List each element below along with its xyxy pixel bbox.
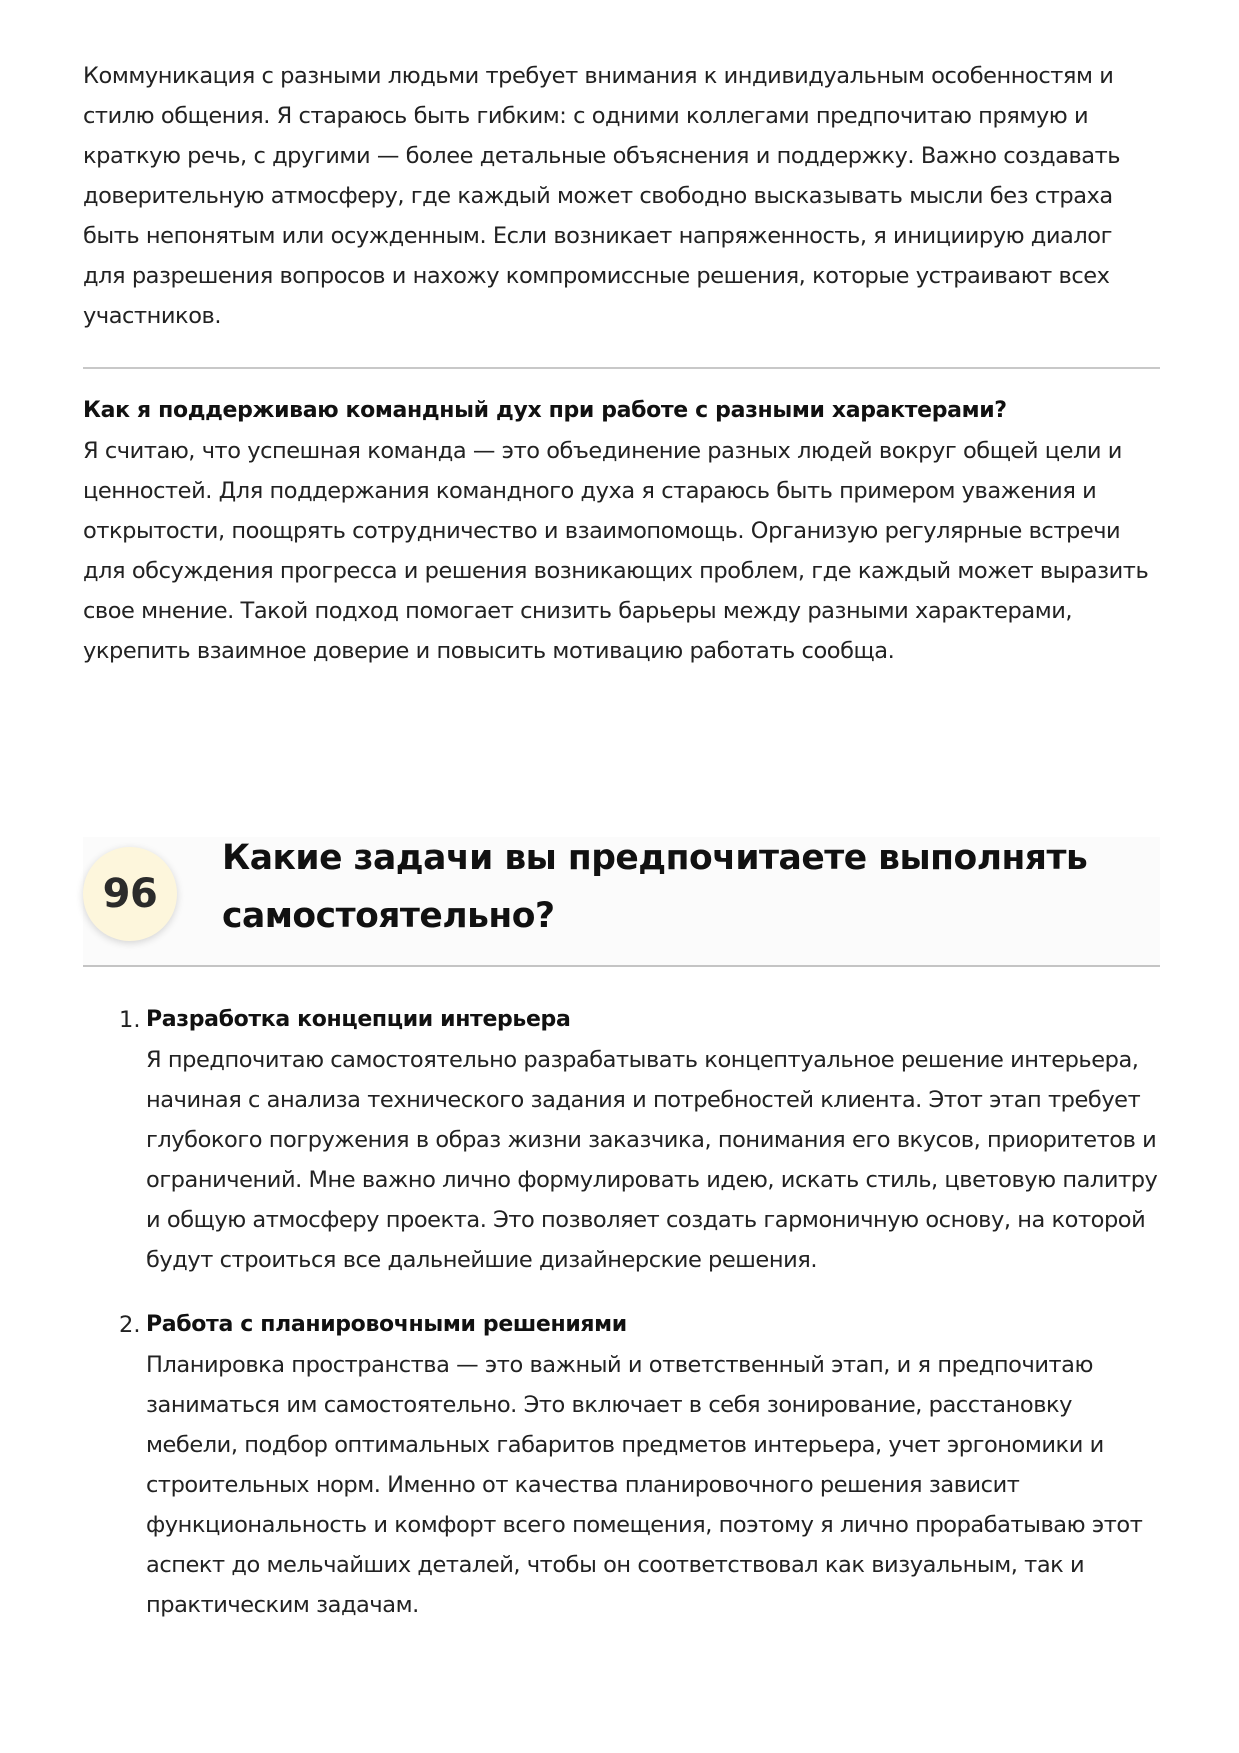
- team-spirit-paragraph: Я считаю, что успешная команда — это объединение разных людей вокруг общей цели и ценностей. Для поддержания командного духа я стараюсь быть примером уважения и открытости, поощрять сотрудничество и взаимопомощь. Организую регулярные встречи для обсуждения прогресса и решения возникающих проблем, где каждый может выразить свое мнение. Такой подход помогает снизить барьеры между разными характерами, укрепить взаимное доверие и повысить мотивацию работать сообща.: [83, 438, 1149, 664]
- question-number-badge: 96: [83, 847, 177, 941]
- answer-item: [83, 1000, 1160, 1280]
- intro-paragraph: Коммуникация с разными людьми требует внимания к индивидуальным особенностям и стилю общения. Я стараюсь быть гибким: с одними коллегами предпочитаю прямую и краткую речь, с другими — более детальные объяснения и поддержку. Важно создавать доверительную атмосферу, где каждый может свободно высказывать мысли без страха быть непонятым или осужденным. Если возникает напряженность, я инициирую диалог для разрешения вопросов и нахожу компромиссные решения, которые устраивают всех участников.: [83, 63, 1121, 329]
- answer-item: [83, 1305, 1160, 1625]
- team-spirit-heading: Как я поддерживаю командный дух при работе с разными характерами?: [83, 398, 1007, 423]
- answer-item-number: 2.: [119, 1312, 141, 1338]
- answer-list: [83, 1000, 1160, 1625]
- question-title: Какие задачи вы предпочитаете выполнять самостоятельно?: [222, 838, 1088, 936]
- answer-item-text: Планировка пространства — это важный и ответственный этап, и я предпочитаю заниматься им самостоятельно. Это включает в себя зонирование, расстановку мебели, подбор оптимальных габаритов предметов интерьера, учет эргономики и строительных норм. Именно от качества планировочного решения зависит функциональность и комфорт всего помещения, поэтому я лично прорабатываю этот аспект до мельчайших деталей, чтобы он соответствовал как визуальным, так и практическим задачам.: [146, 1352, 1143, 1618]
- page-content: [83, 56, 1160, 1650]
- answer-item-text: Я предпочитаю самостоятельно разрабатывать концептуальное решение интерьера, начиная с анализа технического задания и потребностей клиента. Этот этап требует глубокого погружения в образ жизни заказчика, понимания его вкусов, приоритетов и ограничений. Мне важно лично формулировать идею, искать стиль, цветовую палитру и общую атмосферу проекта. Это позволяет создать гармоничную основу, на которой будут строиться все дальнейшие дизайнерские решения.: [146, 1047, 1158, 1273]
- answer-item-title: Разработка концепции интерьера: [146, 1007, 571, 1032]
- section-divider: [83, 367, 1160, 369]
- question-header: [83, 837, 1160, 967]
- answer-item-number: 1.: [119, 1007, 141, 1033]
- answer-item-title: Работа с планировочными решениями: [146, 1312, 627, 1337]
